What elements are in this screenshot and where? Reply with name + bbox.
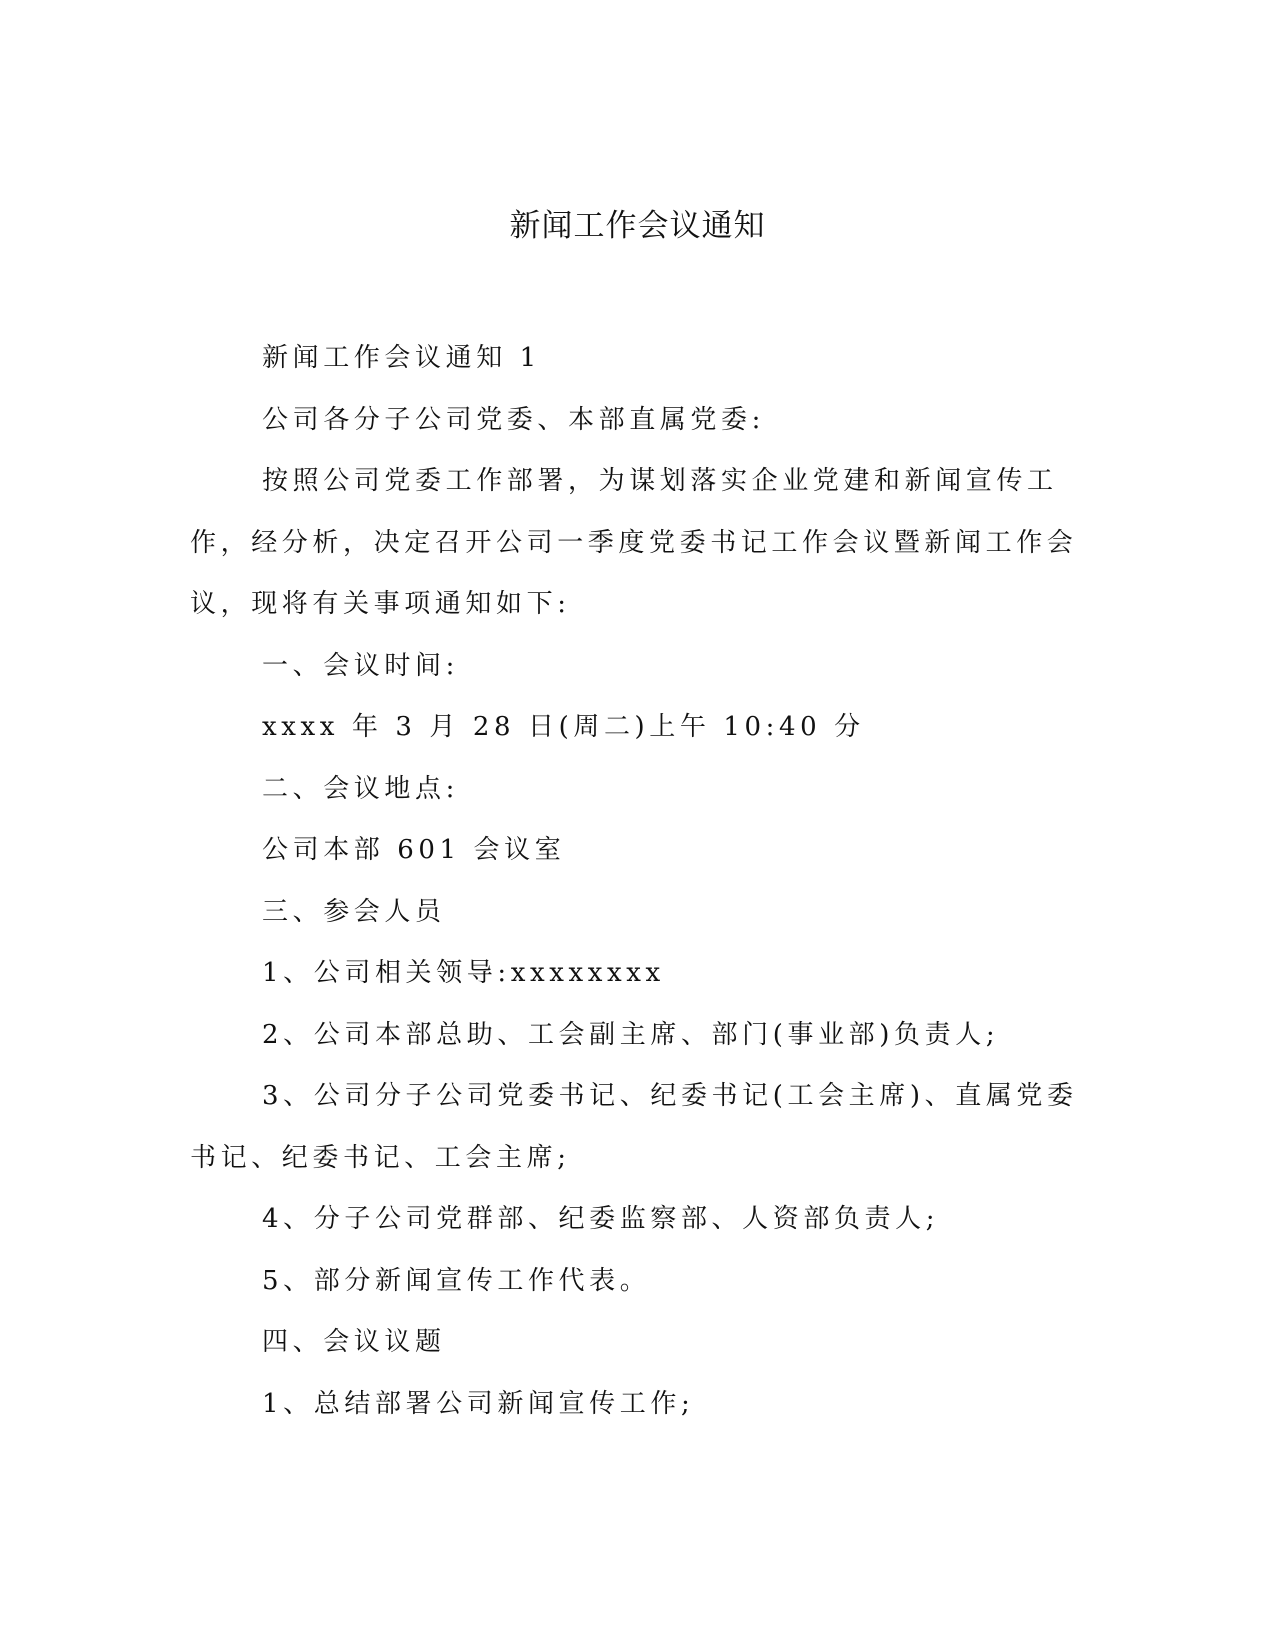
paragraph-meeting-time: xxxx 年 3 月 28 日(周二)上午 10:40 分 xyxy=(262,712,865,742)
document-body xyxy=(190,328,1090,1435)
attendee-item-2: 2、公司本部总助、工会副主席、部门(事业部)负责人; xyxy=(262,1019,1000,1050)
attendee-item-3: 3、公司分子公司党委书记、纪委书记(工会主席)、直属党委书记、纪委书记、工会主席; xyxy=(190,1081,1078,1173)
paragraph-subtitle: 新闻工作会议通知 1 xyxy=(262,343,541,373)
document-title: 新闻工作会议通知 xyxy=(509,208,766,244)
section-heading-time: 一、会议时间: xyxy=(262,650,459,681)
attendee-item-4: 4、分子公司党群部、纪委监察部、人资部负责人; xyxy=(262,1204,940,1234)
section-heading-attendees: 三、参会人员 xyxy=(262,896,446,927)
section-heading-topics: 四、会议议题 xyxy=(262,1327,446,1357)
paragraph-intro: 按照公司党委工作部署，为谋划落实企业党建和新闻宣传工作，经分析，决定召开公司一季度党委书记工作会议暨新闻工作会议，现将有关事项通知如下: xyxy=(190,466,1078,619)
paragraph-meeting-location: 公司本部 601 会议室 xyxy=(262,835,566,865)
attendee-item-5: 5、部分新闻宣传工作代表。 xyxy=(262,1265,651,1296)
attendee-item-1: 1、公司相关领导:xxxxxxxx xyxy=(262,958,665,988)
section-heading-location: 二、会议地点: xyxy=(262,773,459,804)
paragraph-salutation: 公司各分子公司党委、本部直属党委: xyxy=(262,404,765,435)
topic-item-1: 1、总结部署公司新闻宣传工作; xyxy=(262,1388,695,1419)
